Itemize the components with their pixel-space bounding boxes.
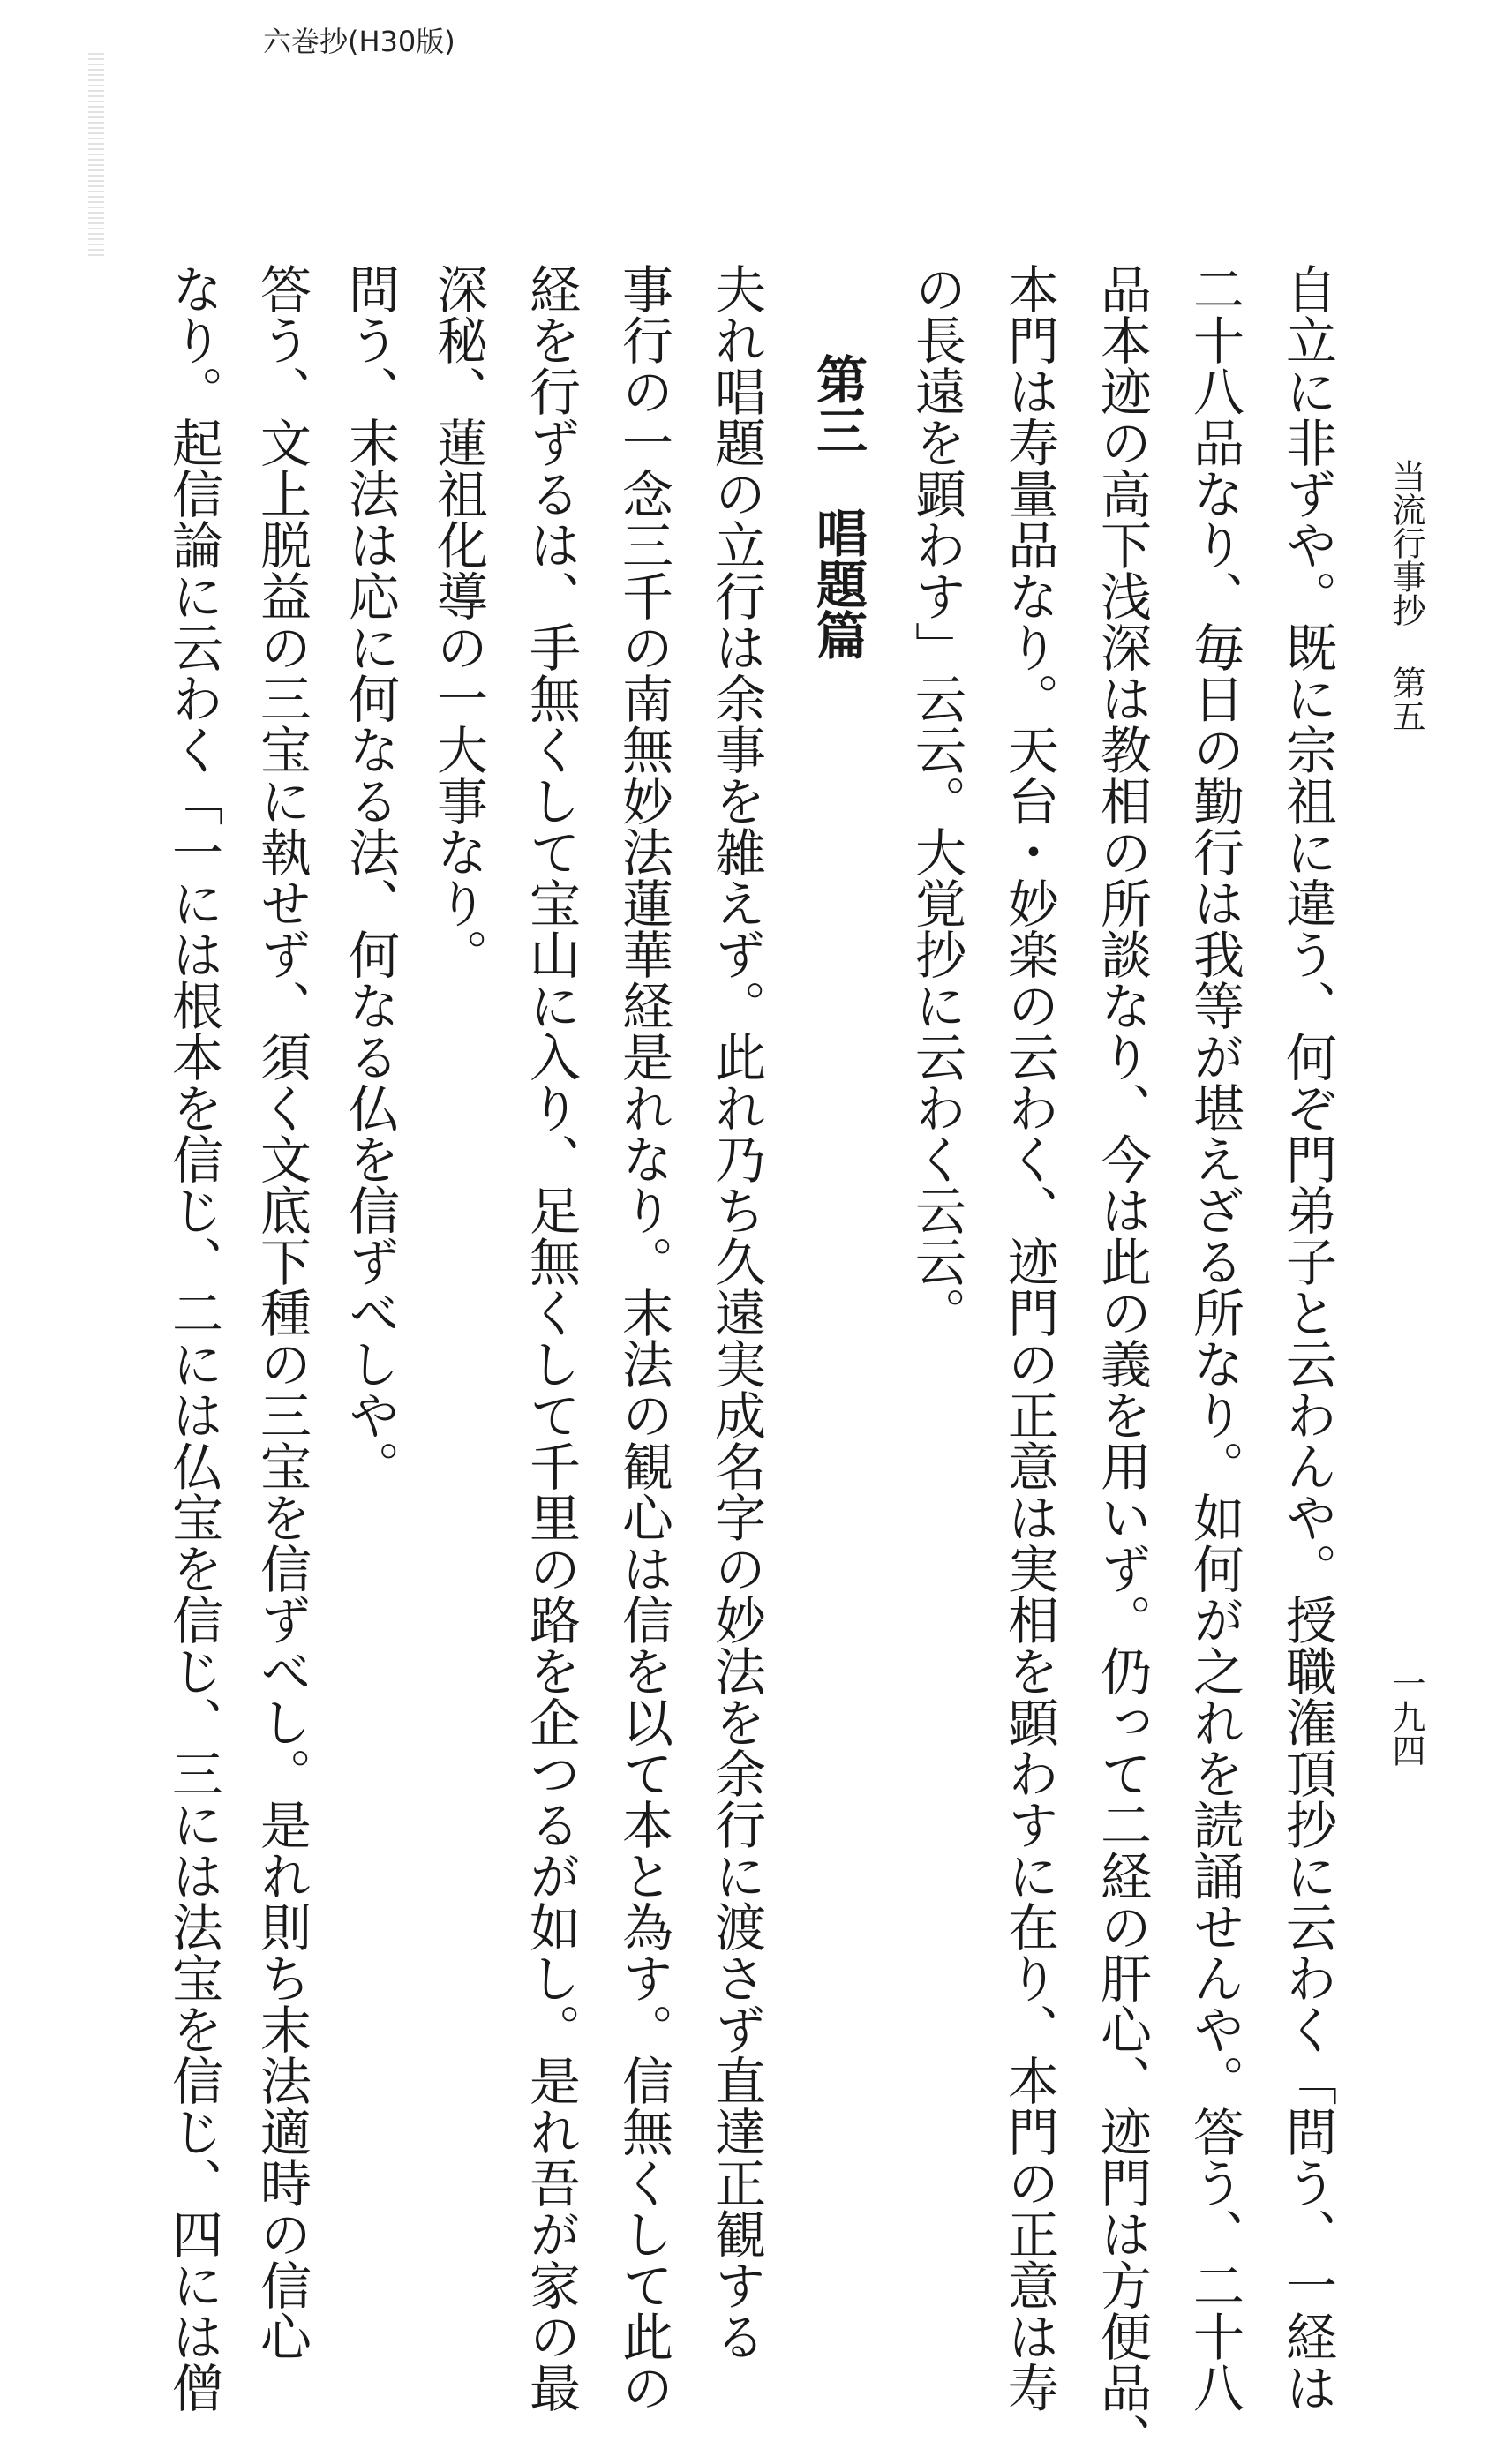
text-column: なり。起信論に云わく「一には根本を信じ、二には仏宝を信じ、三には法宝を信じ、四には僧: [163, 263, 223, 2413]
text-column: 本門は寿量品なり。天台・妙楽の云わく、迹門の正意は実相を顕わすに在り、本門の正意は寿: [999, 263, 1059, 2413]
text-column: 事行の一念三千の南無妙法蓮華経是れなり。末法の観心は信を以て本と為す。信無くして此の: [613, 263, 673, 2413]
text-column: 経を行ずるは、手無くして宝山に入り、足無くして千里の路を企つるが如し。是れ吾が家の最: [521, 263, 581, 2413]
text-column: 深秘、蓮祖化導の一大事なり。: [428, 263, 488, 980]
text-column: 品本迹の高下浅深は教相の所談なり、今は此の義を用いず。仍って二経の肝心、迹門は方便品、: [1092, 263, 1152, 2464]
text-column: 夫れ唱題の立行は余事を雑えず。此れ乃ち久遠実成名字の妙法を余行に渡さず直達正観する: [706, 263, 766, 2362]
page-number: 一九四: [1387, 1666, 1425, 1767]
text-column: 二十八品なり、毎日の勤行は我等が堪えざる所なり。如何が之れを読誦せんや。答う、二十八: [1184, 263, 1244, 2413]
section-heading: 第三 唱題篇: [808, 353, 868, 660]
text-column: の長遠を顕わす」云云。大覚抄に云わく云云。: [906, 263, 966, 1338]
scan-margin-mark: [88, 53, 104, 256]
text-column: 問う、末法は応に何なる法、何なる仏を信ずべしや。: [340, 263, 400, 1491]
text-column: 答う、文上脱益の三宝に執せず、須く文底下種の三宝を信ずべし。是れ則ち末法適時の信心: [252, 263, 312, 2362]
running-header: 当流行事抄 第五: [1387, 459, 1425, 732]
text-column: 自立に非ずや。既に宗祖に違う、何ぞ門弟子と云わんや。授職潅頂抄に云わく「問う、一経は: [1277, 263, 1337, 2413]
book-edition-label: 六巻抄(H30版): [263, 25, 455, 58]
